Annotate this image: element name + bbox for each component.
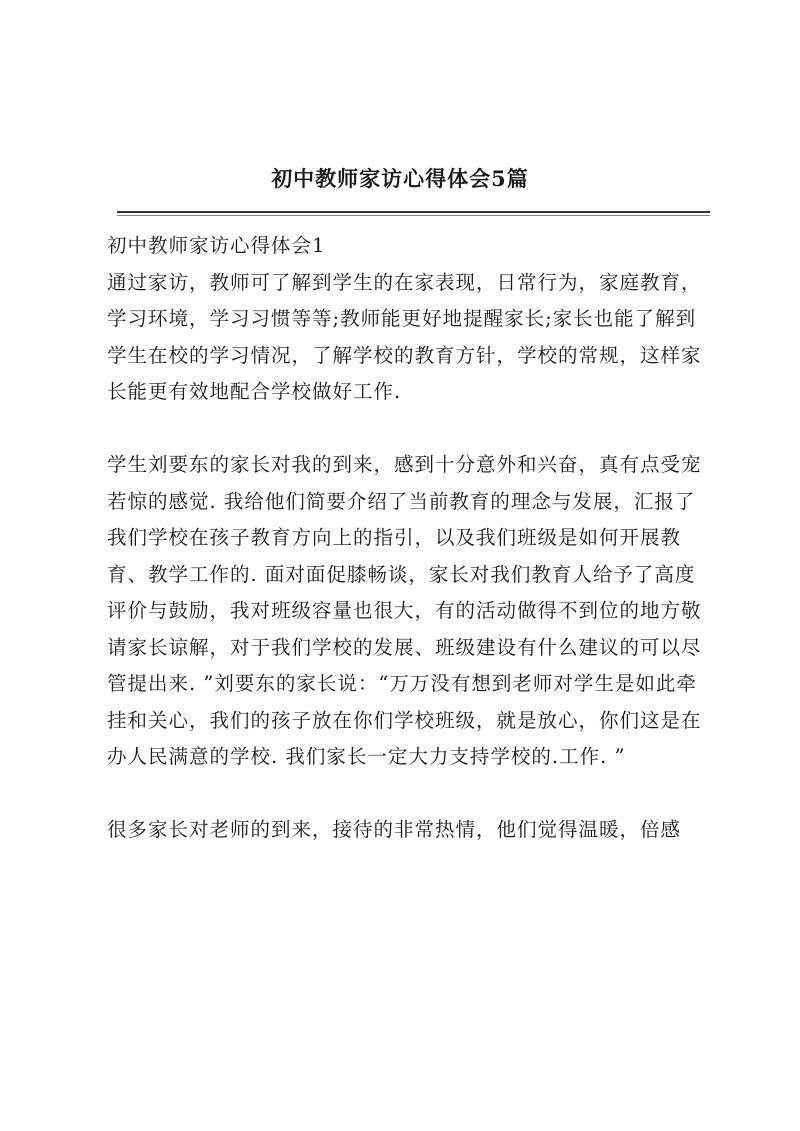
title-underline-thin — [117, 215, 710, 216]
title-underline — [117, 211, 710, 213]
paragraph-1: 通过家访，教师可了解到学生的在家表现，日常行为，家庭教育，学习环境，学习习惯等等;教师能更好地提醒家长;家长也能了解到学生在校的学习情况，了解学校的教育方针，学校的常规，这样家长能更有效地配合学校做好工作. — [107, 270, 702, 403]
paragraph-gap — [107, 776, 710, 813]
paragraph-3: 很多家长对老师的到来，接待的非常热情，他们觉得温暖，倍感 — [107, 818, 682, 841]
paragraph-gap — [107, 411, 710, 448]
document-title: 初中教师家访心得体会5篇 — [271, 166, 529, 191]
paragraph-2: 学生刘要东的家长对我的到来，感到十分意外和兴奋，真有点受宠若惊的感觉. 我给他们简要介绍了当前教育的理念与发展，汇报了我们学校在孩子教育方向上的指引，以及我们班级是如何开展教育、教学工作的. 面对面促膝畅谈，家长对我们教育人给予了高度评价与鼓励，我对班级容量也很大，有的活动做得不到位的地方敬请家长谅解，对于我们学校的发展、班级建设有什么建议的可以尽管提出来. ”刘要东的家长说：“万万没有想到老师对学生是如此牵挂和关心，我们的孩子放在你们学校班级，就是放心，你们这是在办人民满意的学校. 我们家长一定大力支持学校的.工作. ” — [107, 453, 702, 768]
document-body — [107, 228, 710, 849]
section-heading: 初中教师家访心得体会1 — [107, 234, 326, 257]
